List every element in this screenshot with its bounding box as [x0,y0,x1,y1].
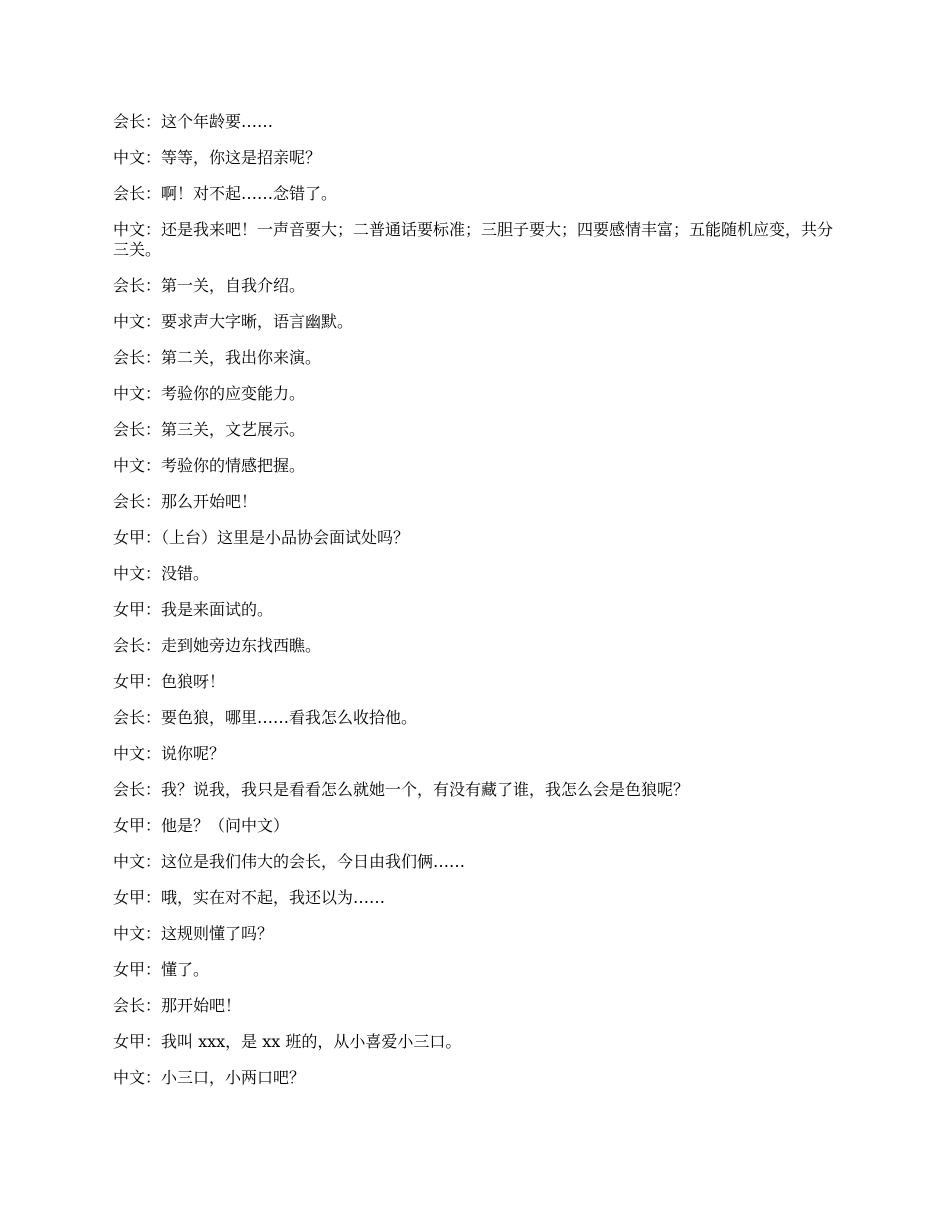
dialogue-line: 会长：要色狼，哪里……看我怎么收拾他。 [113,708,418,727]
dialogue-line: 女甲：我叫 xxx，是 xx 班的，从小喜爱小三口。 [113,1032,462,1051]
dialogue-line: 女甲：懂了。 [113,960,210,979]
dialogue-line: 中文：这位是我们伟大的会长，今日由我们俩…… [113,852,466,871]
dialogue-line: 中文：说你呢？ [113,744,226,763]
dialogue-line: 会长：走到她旁边东找西瞧。 [113,636,322,655]
dialogue-line: 会长：第二关，我出你来演。 [113,348,322,367]
dialogue-line: 会长：我？说我，我只是看看怎么就她一个，有没有藏了谁，我怎么会是色狼呢？ [113,780,690,799]
dialogue-line: 会长：那开始吧！ [113,996,242,1015]
dialogue-line: 中文：这规则懂了吗？ [113,924,274,943]
dialogue-line: 中文：还是我来吧！一声音要大；二普通话要标准；三胆子要大；四要感情丰富；五能随机应变，共分三关。 [113,220,834,259]
dialogue-line: 会长：啊！对不起……念错了。 [113,184,338,203]
dialogue-line: 会长：第三关，文艺展示。 [113,420,306,439]
dialogue-line: 会长：那么开始吧！ [113,492,258,511]
dialogue-line: 中文：等等，你这是招亲呢？ [113,148,322,167]
dialogue-line: 女甲：（上台）这里是小品协会面试处吗？ [113,528,410,547]
dialogue-line: 女甲：我是来面试的。 [113,600,274,619]
dialogue-line: 中文：小三口，小两口吧？ [113,1068,306,1087]
dialogue-line: 中文：没错。 [113,564,210,583]
script-text [113,112,843,1104]
dialogue-line: 女甲：哦，实在对不起，我还以为…… [113,888,386,907]
dialogue-line: 中文：考验你的应变能力。 [113,384,306,403]
dialogue-line: 中文：考验你的情感把握。 [113,456,306,475]
dialogue-line: 会长：这个年龄要…… [113,112,274,131]
dialogue-line: 女甲：色狼呀！ [113,672,226,691]
dialogue-line: 女甲：他是？（问中文） [113,816,290,835]
dialogue-line: 中文：要求声大字晰，语言幽默。 [113,312,354,331]
dialogue-line: 会长：第一关，自我介绍。 [113,276,306,295]
